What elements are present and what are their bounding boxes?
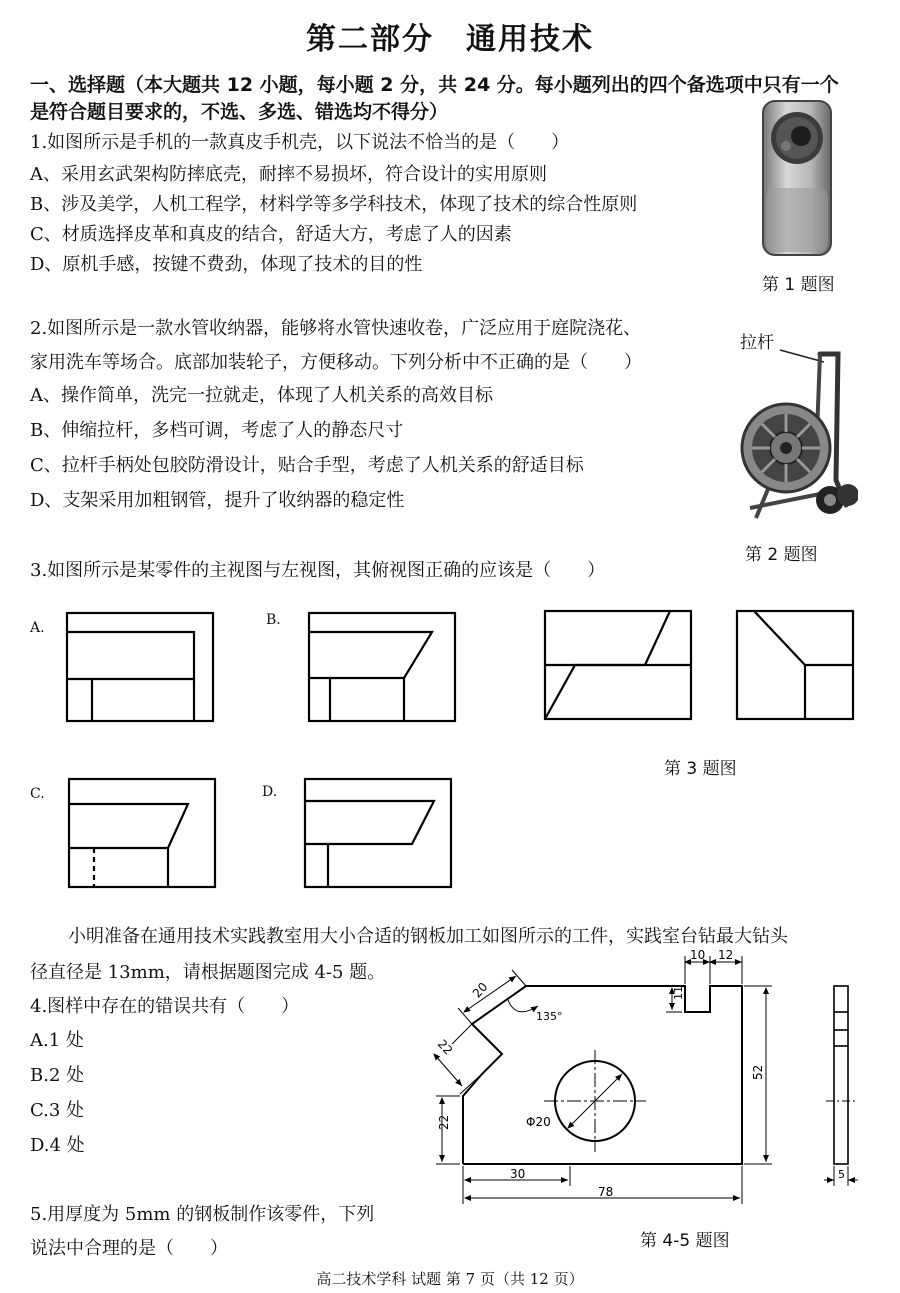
q3-option-b-view	[306, 610, 458, 724]
section-header-line2: 是符合题目要求的，不选、多选、错选均不得分）	[30, 101, 449, 123]
q3-front-view	[542, 608, 694, 722]
q3-stem: 3.如图所示是某零件的主视图与左视图，其俯视图正确的应该是（ ）	[30, 560, 606, 581]
q2-option-b: B、伸缩拉杆，多档可调，考虑了人的静态尺寸	[30, 420, 404, 441]
q4-stem: 4.图样中存在的错误共有（ ）	[30, 996, 300, 1017]
page-footer: 高二技术学科 试题 第 7 页（共 12 页）	[316, 1270, 584, 1288]
q45-intro-line2: 径直径是 13mm，请根据题图完成 4-5 题。	[30, 962, 386, 983]
dim-12: 12	[718, 950, 734, 962]
q3-label-b: B.	[266, 612, 281, 628]
q1-caption: 第 1 题图	[762, 275, 835, 295]
q1-option-a: A、采用玄武架构防摔底壳，耐摔不易损坏，符合设计的实用原则	[30, 164, 547, 185]
dim-10: 10	[690, 950, 706, 962]
q4-option-b: B.2 处	[30, 1065, 85, 1086]
q3-label-a: A.	[30, 620, 45, 636]
dim-20-slanted: 20	[469, 979, 491, 1001]
q3-option-a-view	[64, 610, 216, 724]
dim-22-vertical: 22	[437, 1114, 451, 1130]
q4-option-a: A.1 处	[30, 1030, 84, 1051]
dim-angle: 135°	[536, 1010, 563, 1023]
dim-22-slanted: 22	[434, 1036, 456, 1058]
q5-stem-line1: 5.用厚度为 5mm 的钢板制作该零件，下列	[30, 1204, 375, 1225]
phone-case-figure	[760, 98, 834, 258]
dim-30: 30	[510, 1167, 526, 1181]
q1-option-c: C、材质选择皮革和真皮的结合，舒适大方，考虑了人的因素	[30, 224, 512, 245]
q3-caption: 第 3 题图	[664, 759, 737, 779]
q4-option-d: D.4 处	[30, 1135, 85, 1156]
q2-option-a: A、操作简单，洗完一拉就走，体现了人机关系的高效目标	[30, 385, 493, 406]
q5-stem-line2: 说法中合理的是（ ）	[30, 1238, 228, 1259]
dim-78: 78	[598, 1185, 614, 1199]
hose-reel-figure	[728, 340, 858, 540]
q1-stem: 1.如图所示是手机的一款真皮手机壳，以下说法不恰当的是（ ）	[30, 132, 570, 153]
workpiece-drawing	[420, 950, 880, 1210]
q3-option-d-view	[302, 776, 454, 890]
section-header-line1: 一、选择题（本大题共 12 小题，每小题 2 分，共 24 分。每小题列出的四个备选项中只有一个	[30, 74, 839, 96]
dim-11: 11	[672, 986, 685, 1000]
q2-stem-line1: 2.如图所示是一款水管收纳器，能够将水管快速收卷，广泛应用于庭院浇花、	[30, 318, 642, 339]
q3-left-view	[734, 608, 856, 722]
q2-option-d: D、支架采用加粗钢管，提升了收纳器的稳定性	[30, 490, 405, 511]
q1-option-d: D、原机手感，按键不费劲，体现了技术的目的性	[30, 254, 423, 275]
q2-figure-label: 拉杆	[740, 333, 774, 353]
q2-caption: 第 2 题图	[745, 545, 818, 565]
q45-caption: 第 4-5 题图	[640, 1231, 730, 1251]
q3-option-c-view	[66, 776, 218, 890]
q3-label-d: D.	[262, 784, 278, 800]
q45-intro-line1: 小明准备在通用技术实践教室用大小合适的钢板加工如图所示的工件，实践室台钻最大钻头	[68, 926, 788, 947]
q2-option-c: C、拉杆手柄处包胶防滑设计，贴合手型，考虑了人机关系的舒适目标	[30, 455, 584, 476]
dim-5: 5	[838, 1168, 845, 1181]
dim-diameter: Φ20	[526, 1115, 551, 1129]
q4-option-c: C.3 处	[30, 1100, 85, 1121]
q1-option-b: B、涉及美学，人机工程学，材料学等多学科技术，体现了技术的综合性原则	[30, 194, 638, 215]
q3-label-c: C.	[30, 786, 45, 802]
q2-stem-line2: 家用洗车等场合。底部加装轮子，方便移动。下列分析中不正确的是（ ）	[30, 352, 642, 373]
dim-52: 52	[751, 1064, 765, 1080]
page-title: 第二部分 通用技术	[306, 22, 594, 57]
